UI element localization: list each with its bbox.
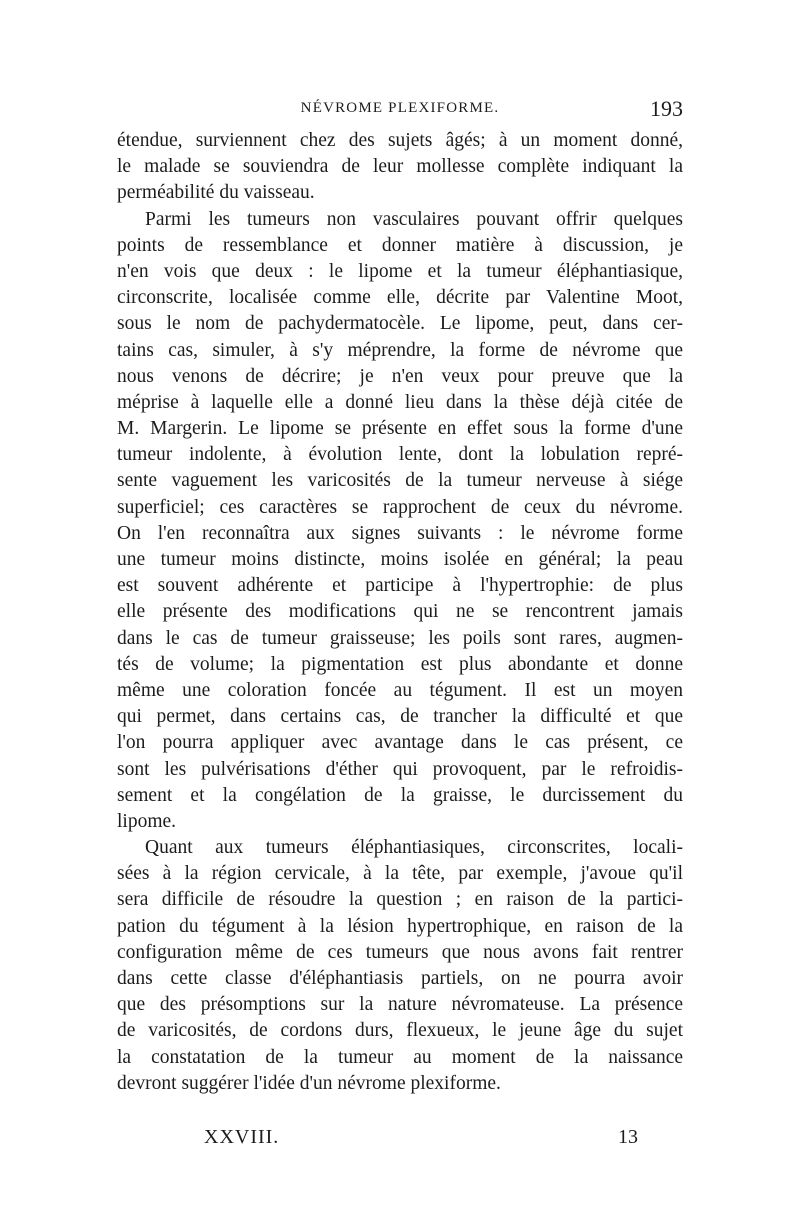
text-line: qui permet, dans certains cas, de trancher la difficulté et que [117,706,683,728]
text-line: Quant aux tumeurs éléphantiasiques, circonscrites, locali- [145,837,683,859]
signature-mark: XXVIII. [204,1126,280,1148]
text-line: méprise à laquelle elle a donné lieu dans la thèse déjà citée de [117,391,683,413]
text-line: M. Margerin. Le lipome se présente en effet sous la forme d'une [117,418,683,440]
text-line: pation du tégument à la lésion hypertrophique, en raison de la [117,915,683,937]
text-line: devront suggérer l'idée d'un névrome plexiforme. [117,1072,501,1094]
text-line: elle présente des modifications qui ne se rencontrent jamais [117,601,683,623]
text-line: points de ressemblance et donner matière à discussion, je [117,234,683,256]
running-title: NÉVROME PLEXIFORME. [300,100,500,116]
text-line: étendue, surviennent chez des sujets âgés; à un moment donné, [117,130,683,151]
text-line: dans le cas de tumeur graisseuse; les poils sont rares, augmen- [117,627,683,649]
text-line: tains cas, simuler, à s'y méprendre, la forme de névrome que [117,339,683,361]
text-line: l'on pourra appliquer avec avantage dans le cas présent, ce [117,732,683,754]
text-line: nous venons de décrire; je n'en veux pour preuve que la [117,365,683,387]
text-line: même une coloration foncée au tégument. Il est un moyen [117,679,683,701]
page-footer [117,1126,683,1156]
text-line: dans cette classe d'éléphantiasis partiels, on ne pourra avoir [117,968,683,989]
text-line: configuration même de ces tumeurs que nous avons fait rentrer [117,941,683,963]
text-line: sées à la région cervicale, à la tête, par exemple, j'avoue qu'il [117,863,683,885]
text-line: tumeur indolente, à évolution lente, dont la lobulation repré- [117,444,683,466]
text-line: sente vaguement les varicosités de la tumeur nerveuse à siége [117,470,683,492]
text-line: lipome. [117,810,177,832]
text-line: perméabilité du vaisseau. [117,182,315,204]
text-line: Parmi les tumeurs non vasculaires pouvant offrir quelques [145,208,683,230]
signature-number: 13 [618,1126,638,1148]
text-line: n'en vois que deux : le lipome et la tumeur éléphantiasique, [117,260,683,282]
text-line: sement et la congélation de la graisse, le durcissement du [117,784,683,806]
text-line: sous le nom de pachydermatocèle. Le lipome, peut, dans cer- [117,313,683,335]
text-line: de varicosités, de cordons durs, flexueux, le jeune âge du sujet [117,1020,683,1042]
text-line: que des présomptions sur la nature névromateuse. La présence [117,994,683,1016]
text-line: circonscrite, localisée comme elle, décrite par Valentine Moot, [117,287,683,309]
text-line: le malade se souviendra de leur mollesse complète indiquant la [117,156,683,178]
page-number: 193 [650,96,683,121]
text-line: superficiel; ces caractères se rapprochent de ceux du névrome. [117,496,683,518]
text-line: une tumeur moins distincte, moins isolée en général; la peau [117,549,683,570]
body-text [117,128,683,1097]
text-line: On l'en reconnaîtra aux signes suivants : le névrome forme [117,522,683,544]
text-line: tés de volume; la pigmentation est plus abondante et donne [117,653,683,675]
text-line: sera difficile de résoudre la question ; en raison de la partici- [117,889,683,911]
text-line: la constatation de la tumeur au moment de la naissance [117,1046,683,1068]
running-head [117,96,683,124]
text-line: sont les pulvérisations d'éther qui provoquent, par le refroidis- [117,758,683,780]
text-line: est souvent adhérente et participe à l'hypertrophie: de plus [117,575,683,597]
